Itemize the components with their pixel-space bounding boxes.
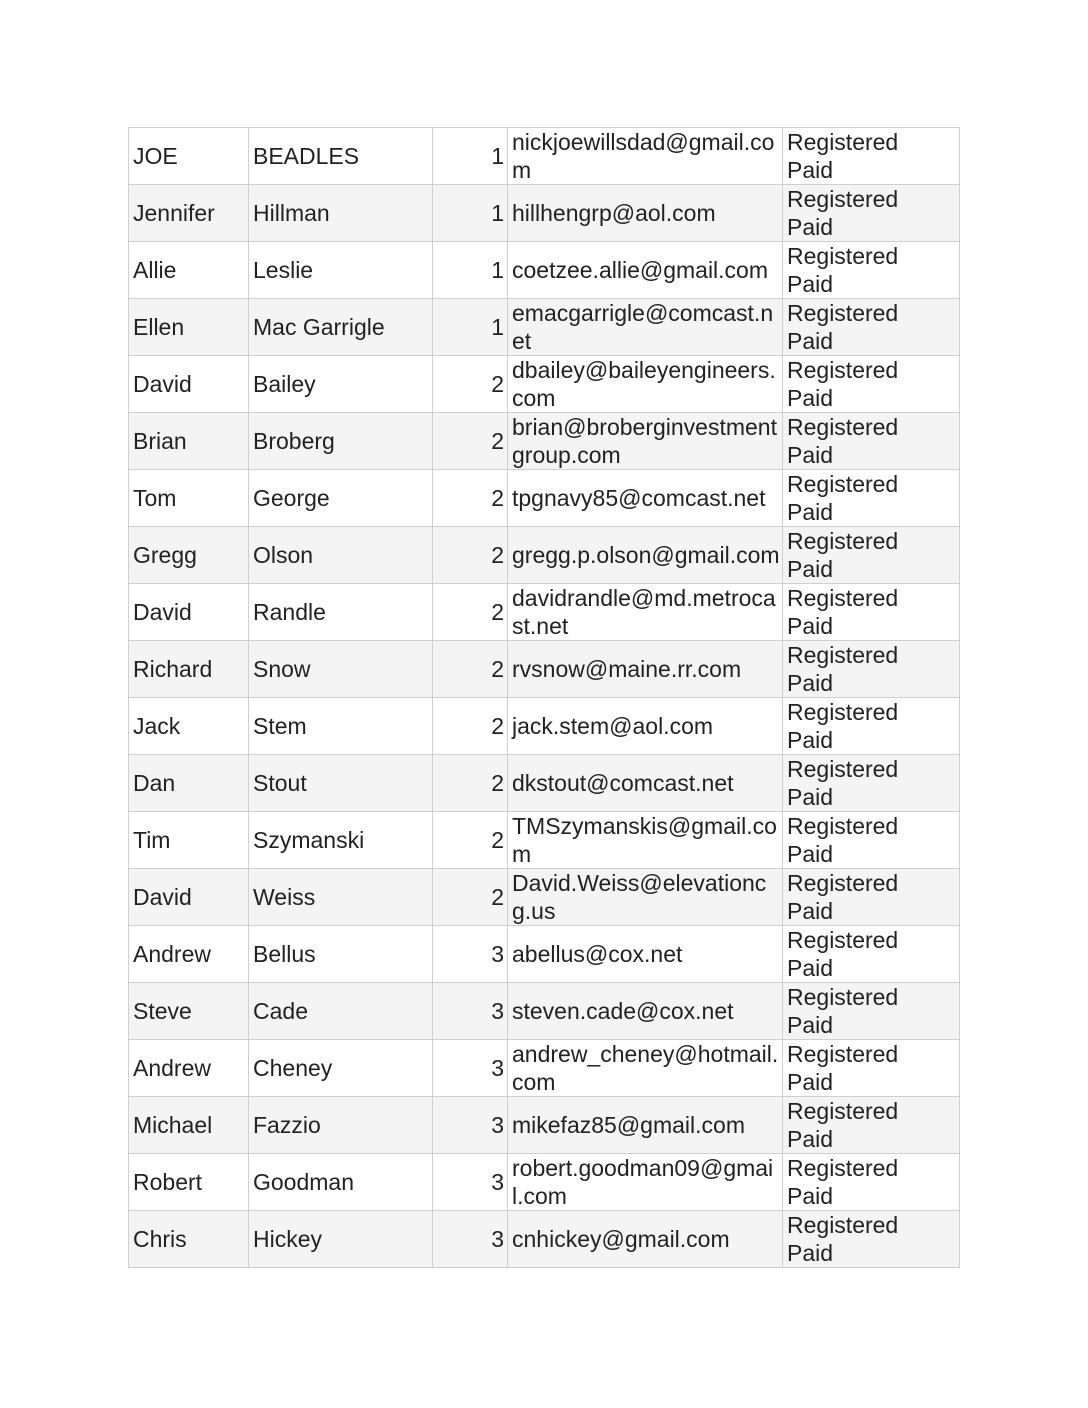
email-cell: emacgarrigle@comcast.net	[508, 299, 783, 356]
last-name-cell: Olson	[249, 527, 433, 584]
status-cell	[783, 413, 960, 470]
payment-status: Paid	[787, 1126, 834, 1152]
payment-status: Paid	[787, 556, 834, 582]
status-cell	[783, 926, 960, 983]
table-row	[129, 755, 960, 812]
registration-status: Registered	[787, 1041, 899, 1067]
group-number-cell: 2	[433, 470, 508, 527]
table-row	[129, 1040, 960, 1097]
table-row	[129, 698, 960, 755]
status-cell	[783, 869, 960, 926]
payment-status: Paid	[787, 1183, 834, 1209]
table-row	[129, 413, 960, 470]
group-number-cell: 1	[433, 128, 508, 185]
first-name-cell: David	[129, 869, 249, 926]
payment-status: Paid	[787, 271, 834, 297]
payment-status: Paid	[787, 841, 834, 867]
first-name-cell: Dan	[129, 755, 249, 812]
last-name-cell: Cheney	[249, 1040, 433, 1097]
group-number-cell: 2	[433, 698, 508, 755]
table-row	[129, 299, 960, 356]
email-cell: brian@broberginvestmentgroup.com	[508, 413, 783, 470]
table-row	[129, 812, 960, 869]
status-cell	[783, 185, 960, 242]
last-name-cell: Stem	[249, 698, 433, 755]
table-row	[129, 185, 960, 242]
status-cell	[783, 983, 960, 1040]
first-name-cell: Tom	[129, 470, 249, 527]
first-name-cell: Allie	[129, 242, 249, 299]
payment-status: Paid	[787, 784, 834, 810]
registration-status: Registered	[787, 129, 899, 155]
registration-status: Registered	[787, 528, 899, 554]
registration-status: Registered	[787, 585, 899, 611]
email-cell: cnhickey@gmail.com	[508, 1211, 783, 1268]
status-cell	[783, 356, 960, 413]
email-cell: jack.stem@aol.com	[508, 698, 783, 755]
first-name-cell: David	[129, 584, 249, 641]
last-name-cell: Stout	[249, 755, 433, 812]
registration-status: Registered	[787, 300, 899, 326]
first-name-cell: Tim	[129, 812, 249, 869]
first-name-cell: Andrew	[129, 926, 249, 983]
status-cell	[783, 470, 960, 527]
payment-status: Paid	[787, 385, 834, 411]
last-name-cell: Snow	[249, 641, 433, 698]
payment-status: Paid	[787, 442, 834, 468]
payment-status: Paid	[787, 499, 834, 525]
registration-status: Registered	[787, 186, 899, 212]
registration-status: Registered	[787, 1155, 899, 1181]
first-name-cell: Jack	[129, 698, 249, 755]
email-cell: nickjoewillsdad@gmail.com	[508, 128, 783, 185]
email-cell: mikefaz85@gmail.com	[508, 1097, 783, 1154]
registration-status: Registered	[787, 699, 899, 725]
group-number-cell: 2	[433, 413, 508, 470]
table-row	[129, 584, 960, 641]
payment-status: Paid	[787, 1240, 834, 1266]
table-row	[129, 527, 960, 584]
first-name-cell: Brian	[129, 413, 249, 470]
payment-status: Paid	[787, 1069, 834, 1095]
group-number-cell: 2	[433, 755, 508, 812]
group-number-cell: 2	[433, 641, 508, 698]
payment-status: Paid	[787, 955, 834, 981]
first-name-cell: Gregg	[129, 527, 249, 584]
last-name-cell: Hillman	[249, 185, 433, 242]
registration-table-body	[129, 128, 960, 1268]
email-cell: davidrandle@md.metrocast.net	[508, 584, 783, 641]
table-row	[129, 242, 960, 299]
group-number-cell: 3	[433, 983, 508, 1040]
last-name-cell: Goodman	[249, 1154, 433, 1211]
email-cell: TMSzymanskis@gmail.com	[508, 812, 783, 869]
table-row	[129, 983, 960, 1040]
email-cell: coetzee.allie@gmail.com	[508, 242, 783, 299]
status-cell	[783, 755, 960, 812]
email-cell: steven.cade@cox.net	[508, 983, 783, 1040]
payment-status: Paid	[787, 214, 834, 240]
registration-status: Registered	[787, 414, 899, 440]
email-cell: tpgnavy85@comcast.net	[508, 470, 783, 527]
status-cell	[783, 299, 960, 356]
group-number-cell: 1	[433, 299, 508, 356]
status-cell	[783, 641, 960, 698]
table-row	[129, 356, 960, 413]
registration-status: Registered	[787, 1098, 899, 1124]
registration-status: Registered	[787, 756, 899, 782]
last-name-cell: Broberg	[249, 413, 433, 470]
table-row	[129, 926, 960, 983]
payment-status: Paid	[787, 670, 834, 696]
payment-status: Paid	[787, 1012, 834, 1038]
table-row	[129, 1154, 960, 1211]
first-name-cell: Andrew	[129, 1040, 249, 1097]
first-name-cell: Michael	[129, 1097, 249, 1154]
registration-status: Registered	[787, 813, 899, 839]
status-cell	[783, 242, 960, 299]
group-number-cell: 3	[433, 1040, 508, 1097]
group-number-cell: 3	[433, 1097, 508, 1154]
email-cell: dkstout@comcast.net	[508, 755, 783, 812]
registration-status: Registered	[787, 984, 899, 1010]
group-number-cell: 3	[433, 926, 508, 983]
status-cell	[783, 128, 960, 185]
status-cell	[783, 584, 960, 641]
last-name-cell: Randle	[249, 584, 433, 641]
payment-status: Paid	[787, 328, 834, 354]
group-number-cell: 2	[433, 527, 508, 584]
table-row	[129, 470, 960, 527]
status-cell	[783, 698, 960, 755]
last-name-cell: Bellus	[249, 926, 433, 983]
table-row	[129, 641, 960, 698]
group-number-cell: 3	[433, 1154, 508, 1211]
last-name-cell: Hickey	[249, 1211, 433, 1268]
group-number-cell: 2	[433, 356, 508, 413]
email-cell: robert.goodman09@gmail.com	[508, 1154, 783, 1211]
email-cell: rvsnow@maine.rr.com	[508, 641, 783, 698]
last-name-cell: BEADLES	[249, 128, 433, 185]
status-cell	[783, 1097, 960, 1154]
first-name-cell: David	[129, 356, 249, 413]
status-cell	[783, 527, 960, 584]
last-name-cell: Cade	[249, 983, 433, 1040]
last-name-cell: George	[249, 470, 433, 527]
registration-status: Registered	[787, 471, 899, 497]
group-number-cell: 1	[433, 185, 508, 242]
payment-status: Paid	[787, 157, 834, 183]
first-name-cell: JOE	[129, 128, 249, 185]
registration-status: Registered	[787, 870, 899, 896]
group-number-cell: 3	[433, 1211, 508, 1268]
payment-status: Paid	[787, 613, 834, 639]
group-number-cell: 2	[433, 812, 508, 869]
email-cell: hillhengrp@aol.com	[508, 185, 783, 242]
payment-status: Paid	[787, 898, 834, 924]
table-row	[129, 869, 960, 926]
email-cell: abellus@cox.net	[508, 926, 783, 983]
first-name-cell: Jennifer	[129, 185, 249, 242]
group-number-cell: 1	[433, 242, 508, 299]
registration-status: Registered	[787, 357, 899, 383]
registration-status: Registered	[787, 243, 899, 269]
last-name-cell: Szymanski	[249, 812, 433, 869]
last-name-cell: Bailey	[249, 356, 433, 413]
first-name-cell: Robert	[129, 1154, 249, 1211]
status-cell	[783, 1154, 960, 1211]
group-number-cell: 2	[433, 869, 508, 926]
status-cell	[783, 812, 960, 869]
email-cell: David.Weiss@elevationcg.us	[508, 869, 783, 926]
email-cell: gregg.p.olson@gmail.com	[508, 527, 783, 584]
registration-status: Registered	[787, 927, 899, 953]
first-name-cell: Chris	[129, 1211, 249, 1268]
email-cell: andrew_cheney@hotmail.com	[508, 1040, 783, 1097]
table-row	[129, 128, 960, 185]
first-name-cell: Steve	[129, 983, 249, 1040]
last-name-cell: Fazzio	[249, 1097, 433, 1154]
payment-status: Paid	[787, 727, 834, 753]
registration-status: Registered	[787, 1212, 899, 1238]
email-cell: dbailey@baileyengineers.com	[508, 356, 783, 413]
last-name-cell: Weiss	[249, 869, 433, 926]
table-row	[129, 1097, 960, 1154]
group-number-cell: 2	[433, 584, 508, 641]
last-name-cell: Leslie	[249, 242, 433, 299]
table-row	[129, 1211, 960, 1268]
registration-table	[128, 127, 960, 1268]
first-name-cell: Richard	[129, 641, 249, 698]
registration-status: Registered	[787, 642, 899, 668]
last-name-cell: Mac Garrigle	[249, 299, 433, 356]
status-cell	[783, 1040, 960, 1097]
status-cell	[783, 1211, 960, 1268]
first-name-cell: Ellen	[129, 299, 249, 356]
